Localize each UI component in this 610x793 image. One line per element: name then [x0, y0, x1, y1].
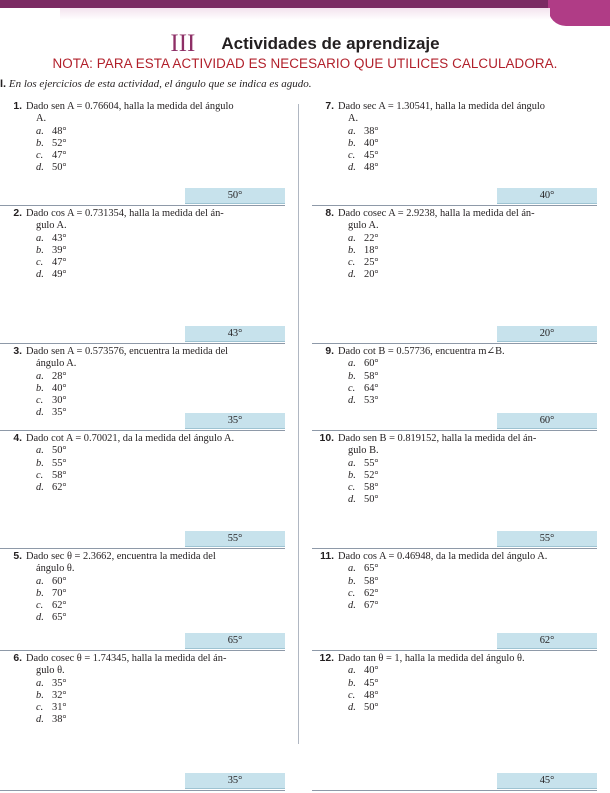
option-value: 45° — [364, 677, 379, 689]
answer-options — [348, 358, 379, 407]
instruction-line — [0, 78, 312, 90]
exercise-statement: Dado tan θ = 1, halla la medida del ángulo θ. — [338, 653, 525, 664]
exercise — [312, 653, 597, 793]
option-value: 31° — [52, 702, 67, 714]
exercise-separator — [312, 430, 597, 431]
option-letter: c. — [348, 257, 356, 269]
answer-box: 55° — [497, 531, 597, 547]
option-value: 62° — [52, 600, 67, 612]
top-corner-tab — [548, 0, 610, 26]
option-value: 53° — [364, 395, 379, 407]
answer-option — [348, 600, 379, 612]
answer-box: 60° — [497, 413, 597, 429]
exercise-stem — [312, 208, 535, 220]
option-value: 20° — [364, 269, 379, 281]
exercise-separator — [312, 650, 597, 651]
exercise-statement: Dado cos A = 0.731354, halla la medida del án- — [26, 208, 224, 219]
option-letter: c. — [348, 587, 356, 599]
answer-option — [348, 678, 379, 690]
page-title: Actividades de aprendizaje — [221, 34, 440, 53]
option-letter: c. — [36, 702, 44, 714]
option-letter: b. — [348, 469, 356, 481]
exercise-number: 9. — [325, 346, 334, 357]
option-letter: d. — [36, 482, 44, 494]
option-letter: b. — [348, 370, 356, 382]
exercise-separator — [312, 790, 597, 791]
option-value: 35° — [52, 407, 67, 419]
option-value: 50° — [364, 494, 379, 506]
answer-option — [36, 714, 67, 726]
answer-option — [348, 690, 379, 702]
answer-option — [348, 395, 379, 407]
exercise-number: 7. — [325, 101, 334, 112]
option-value: 22° — [364, 232, 379, 244]
answer-option — [36, 678, 67, 690]
option-value: 38° — [364, 125, 379, 137]
exercise-number: 1. — [13, 101, 22, 112]
exercise-stem — [0, 346, 228, 358]
exercise-statement-continued: gulo A. — [348, 220, 379, 232]
exercise-number: 11. — [320, 551, 334, 562]
exercise-separator — [0, 205, 285, 206]
answer-option — [348, 383, 379, 395]
exercise-statement-continued: gulo θ. — [36, 665, 65, 677]
exercise-number: 10. — [319, 433, 334, 444]
answer-option — [348, 126, 379, 138]
option-letter: a. — [348, 665, 356, 677]
answer-options — [36, 126, 67, 175]
answer-option — [36, 371, 67, 383]
exercise-statement: Dado cosec θ = 1.74345, halla la medida del án- — [26, 653, 227, 664]
exercise — [0, 433, 285, 551]
answer-option — [36, 395, 67, 407]
answer-option — [348, 269, 379, 281]
exercise-statement: Dado sen A = 0.76604, halla la medida del ángulo — [26, 101, 234, 112]
option-value: 60° — [52, 575, 67, 587]
instruction-text: En los ejercicios de esta actividad, el ángulo que se indica es agudo. — [8, 78, 312, 90]
exercise-statement: Dado cos A = 0.46948, da la medida del ángulo A. — [338, 551, 548, 562]
exercise-stem — [0, 433, 234, 445]
option-letter: a. — [348, 457, 356, 469]
answer-option — [36, 702, 67, 714]
exercise-stem — [0, 653, 226, 665]
exercise-statement: Dado sec A = 1.30541, halla la medida del ángulo — [338, 101, 545, 112]
exercise — [312, 208, 597, 346]
option-letter: c. — [348, 382, 356, 394]
option-value: 48° — [364, 689, 379, 701]
answer-option — [348, 494, 379, 506]
answer-box: 43° — [185, 326, 285, 342]
answer-options — [348, 563, 379, 612]
option-value: 52° — [52, 137, 67, 149]
answer-option — [348, 470, 379, 482]
option-value: 18° — [364, 244, 379, 256]
option-value: 40° — [52, 382, 67, 394]
answer-option — [36, 245, 67, 257]
answer-option — [36, 257, 67, 269]
option-letter: b. — [348, 575, 356, 587]
option-letter: d. — [348, 395, 356, 407]
option-letter: a. — [348, 358, 356, 370]
option-letter: c. — [348, 689, 356, 701]
exercise-stem — [0, 101, 234, 113]
option-value: 48° — [52, 125, 67, 137]
answer-option — [348, 371, 379, 383]
option-letter: d. — [348, 162, 356, 174]
option-value: 43° — [52, 232, 67, 244]
option-value: 45° — [364, 150, 379, 162]
exercise-number: 2. — [13, 208, 22, 219]
top-gradient-band — [60, 8, 550, 20]
answer-box: 50° — [185, 188, 285, 204]
exercise-stem — [312, 346, 505, 358]
calculator-note: NOTA: PARA ESTA ACTIVIDAD ES NECESARIO QUE UTILICES CALCULADORA. — [52, 56, 558, 71]
answer-option — [348, 233, 379, 245]
answer-option — [36, 126, 67, 138]
option-letter: a. — [348, 125, 356, 137]
answer-option — [36, 269, 67, 281]
exercise-statement: Dado cot B = 0.57736, encuentra m∠B. — [338, 346, 505, 357]
exercise-stem — [312, 101, 545, 113]
option-letter: d. — [348, 600, 356, 612]
answer-options — [36, 233, 67, 282]
option-letter: c. — [348, 482, 356, 494]
exercise — [0, 551, 285, 653]
option-value: 67° — [364, 600, 379, 612]
exercise-number: 6. — [13, 653, 22, 664]
exercise-statement: Dado sen B = 0.819152, halla la medida del án- — [338, 433, 537, 444]
option-letter: c. — [36, 395, 44, 407]
option-value: 47° — [52, 257, 67, 269]
exercise-statement: Dado cot A = 0.70021, da la medida del ángulo A. — [26, 433, 235, 444]
option-value: 62° — [52, 482, 67, 494]
section-header — [0, 30, 610, 58]
exercise-separator — [0, 343, 285, 344]
option-letter: b. — [36, 689, 44, 701]
option-letter: d. — [348, 494, 356, 506]
answer-option — [348, 162, 379, 174]
answer-box: 35° — [185, 413, 285, 429]
option-value: 38° — [52, 714, 67, 726]
answer-option — [348, 588, 379, 600]
exercise — [312, 101, 597, 208]
answer-option — [36, 600, 67, 612]
answer-option — [36, 690, 67, 702]
option-value: 58° — [364, 575, 379, 587]
exercise-separator — [0, 548, 285, 549]
answer-box: 20° — [497, 326, 597, 342]
option-value: 40° — [364, 137, 379, 149]
option-value: 52° — [364, 469, 379, 481]
option-value: 48° — [364, 162, 379, 174]
answer-box: 35° — [185, 773, 285, 789]
answer-option — [348, 458, 379, 470]
top-color-bar — [0, 0, 610, 8]
option-letter: b. — [36, 382, 44, 394]
exercise-stem — [312, 433, 536, 445]
option-letter: b. — [36, 244, 44, 256]
answer-options — [36, 371, 67, 420]
option-letter: b. — [348, 244, 356, 256]
option-letter: b. — [36, 137, 44, 149]
section-number: III — [170, 30, 196, 57]
answer-options — [348, 233, 379, 282]
answer-box: 65° — [185, 633, 285, 649]
exercise-number: 4. — [13, 433, 22, 444]
option-letter: d. — [36, 714, 44, 726]
exercise — [0, 208, 285, 346]
exercise-stem — [0, 208, 224, 220]
option-value: 65° — [364, 563, 379, 575]
answer-option — [36, 576, 67, 588]
answer-options — [36, 576, 67, 625]
answer-box: 45° — [497, 773, 597, 789]
option-value: 50° — [52, 162, 67, 174]
answer-option — [348, 150, 379, 162]
exercise-statement-continued: gulo B. — [348, 445, 379, 457]
option-letter: a. — [36, 575, 44, 587]
exercise — [312, 433, 597, 551]
option-letter: b. — [36, 587, 44, 599]
exercise-statement: Dado sen A = 0.573576, encuentra la medida del — [26, 346, 229, 357]
option-value: 58° — [364, 370, 379, 382]
answer-option — [36, 482, 67, 494]
option-value: 58° — [364, 482, 379, 494]
option-letter: a. — [36, 445, 44, 457]
option-value: 28° — [52, 370, 67, 382]
exercise-separator — [0, 790, 285, 791]
exercise — [0, 653, 285, 793]
option-letter: c. — [36, 469, 44, 481]
answer-option — [36, 612, 67, 624]
option-value: 50° — [364, 702, 379, 714]
option-value: 64° — [364, 382, 379, 394]
exercise-statement-continued: A. — [36, 113, 47, 125]
exercise-separator — [312, 548, 597, 549]
option-letter: a. — [36, 232, 44, 244]
answer-option — [36, 588, 67, 600]
exercise-statement-continued: ángulo A. — [36, 358, 77, 370]
option-letter: a. — [348, 563, 356, 575]
option-value: 65° — [52, 612, 67, 624]
option-letter: c. — [36, 600, 44, 612]
answer-options — [348, 665, 379, 714]
exercise-number: 8. — [325, 208, 334, 219]
option-letter: d. — [348, 702, 356, 714]
answer-box: 40° — [497, 188, 597, 204]
option-value: 55° — [52, 457, 67, 469]
exercise-statement: Dado cosec A = 2.9238, halla la medida del án- — [338, 208, 535, 219]
exercise-separator — [312, 343, 597, 344]
answer-option — [348, 482, 379, 494]
answer-option — [348, 257, 379, 269]
option-value: 58° — [52, 469, 67, 481]
column-divider — [298, 104, 299, 744]
answer-box: 55° — [185, 531, 285, 547]
answer-option — [348, 563, 379, 575]
option-value: 25° — [364, 257, 379, 269]
answer-option — [36, 445, 67, 457]
option-value: 39° — [52, 244, 67, 256]
option-letter: a. — [36, 125, 44, 137]
option-value: 32° — [52, 689, 67, 701]
exercise-statement: Dado sec θ = 2.3662, encuentra la medida del — [26, 551, 216, 562]
option-value: 49° — [52, 269, 67, 281]
answer-option — [348, 665, 379, 677]
option-value: 30° — [52, 395, 67, 407]
instruction-marker: I. — [0, 78, 7, 90]
option-letter: d. — [36, 269, 44, 281]
exercise-number: 3. — [13, 346, 22, 357]
exercise-statement-continued: ángulo θ. — [36, 563, 75, 575]
option-value: 55° — [364, 457, 379, 469]
option-letter: a. — [36, 677, 44, 689]
exercise-number: 5. — [13, 551, 22, 562]
exercise-stem — [312, 551, 547, 563]
option-value: 60° — [364, 358, 379, 370]
option-letter: d. — [36, 407, 44, 419]
option-value: 70° — [52, 587, 67, 599]
option-letter: a. — [36, 370, 44, 382]
answer-option — [36, 162, 67, 174]
answer-option — [348, 245, 379, 257]
answer-option — [36, 407, 67, 419]
option-letter: d. — [36, 162, 44, 174]
option-letter: d. — [348, 269, 356, 281]
exercise — [312, 346, 597, 433]
answer-option — [36, 150, 67, 162]
exercise-separator — [0, 430, 285, 431]
answer-option — [36, 138, 67, 150]
option-letter: a. — [348, 232, 356, 244]
exercise — [312, 551, 597, 653]
answer-option — [36, 458, 67, 470]
answer-option — [348, 358, 379, 370]
exercise — [0, 346, 285, 433]
answer-box: 62° — [497, 633, 597, 649]
option-letter: c. — [36, 257, 44, 269]
option-letter: b. — [36, 457, 44, 469]
exercise-stem — [0, 551, 216, 563]
option-value: 35° — [52, 677, 67, 689]
option-value: 50° — [52, 445, 67, 457]
answer-options — [348, 458, 379, 507]
answer-option — [348, 138, 379, 150]
exercise-statement-continued: gulo A. — [36, 220, 67, 232]
option-letter: b. — [348, 137, 356, 149]
option-value: 62° — [364, 587, 379, 599]
option-value: 40° — [364, 665, 379, 677]
option-letter: c. — [36, 150, 44, 162]
exercise — [0, 101, 285, 208]
answer-options — [36, 678, 67, 727]
option-letter: b. — [348, 677, 356, 689]
exercise-statement-continued: A. — [348, 113, 359, 125]
answer-options — [348, 126, 379, 175]
option-value: 47° — [52, 150, 67, 162]
answer-option — [36, 233, 67, 245]
answer-option — [36, 470, 67, 482]
option-letter: c. — [348, 150, 356, 162]
option-letter: d. — [36, 612, 44, 624]
answer-option — [36, 383, 67, 395]
answer-options — [36, 445, 67, 494]
exercise-number: 12. — [319, 653, 334, 664]
answer-option — [348, 702, 379, 714]
exercise-stem — [312, 653, 525, 665]
exercise-separator — [0, 650, 285, 651]
exercise-separator — [312, 205, 597, 206]
answer-option — [348, 576, 379, 588]
